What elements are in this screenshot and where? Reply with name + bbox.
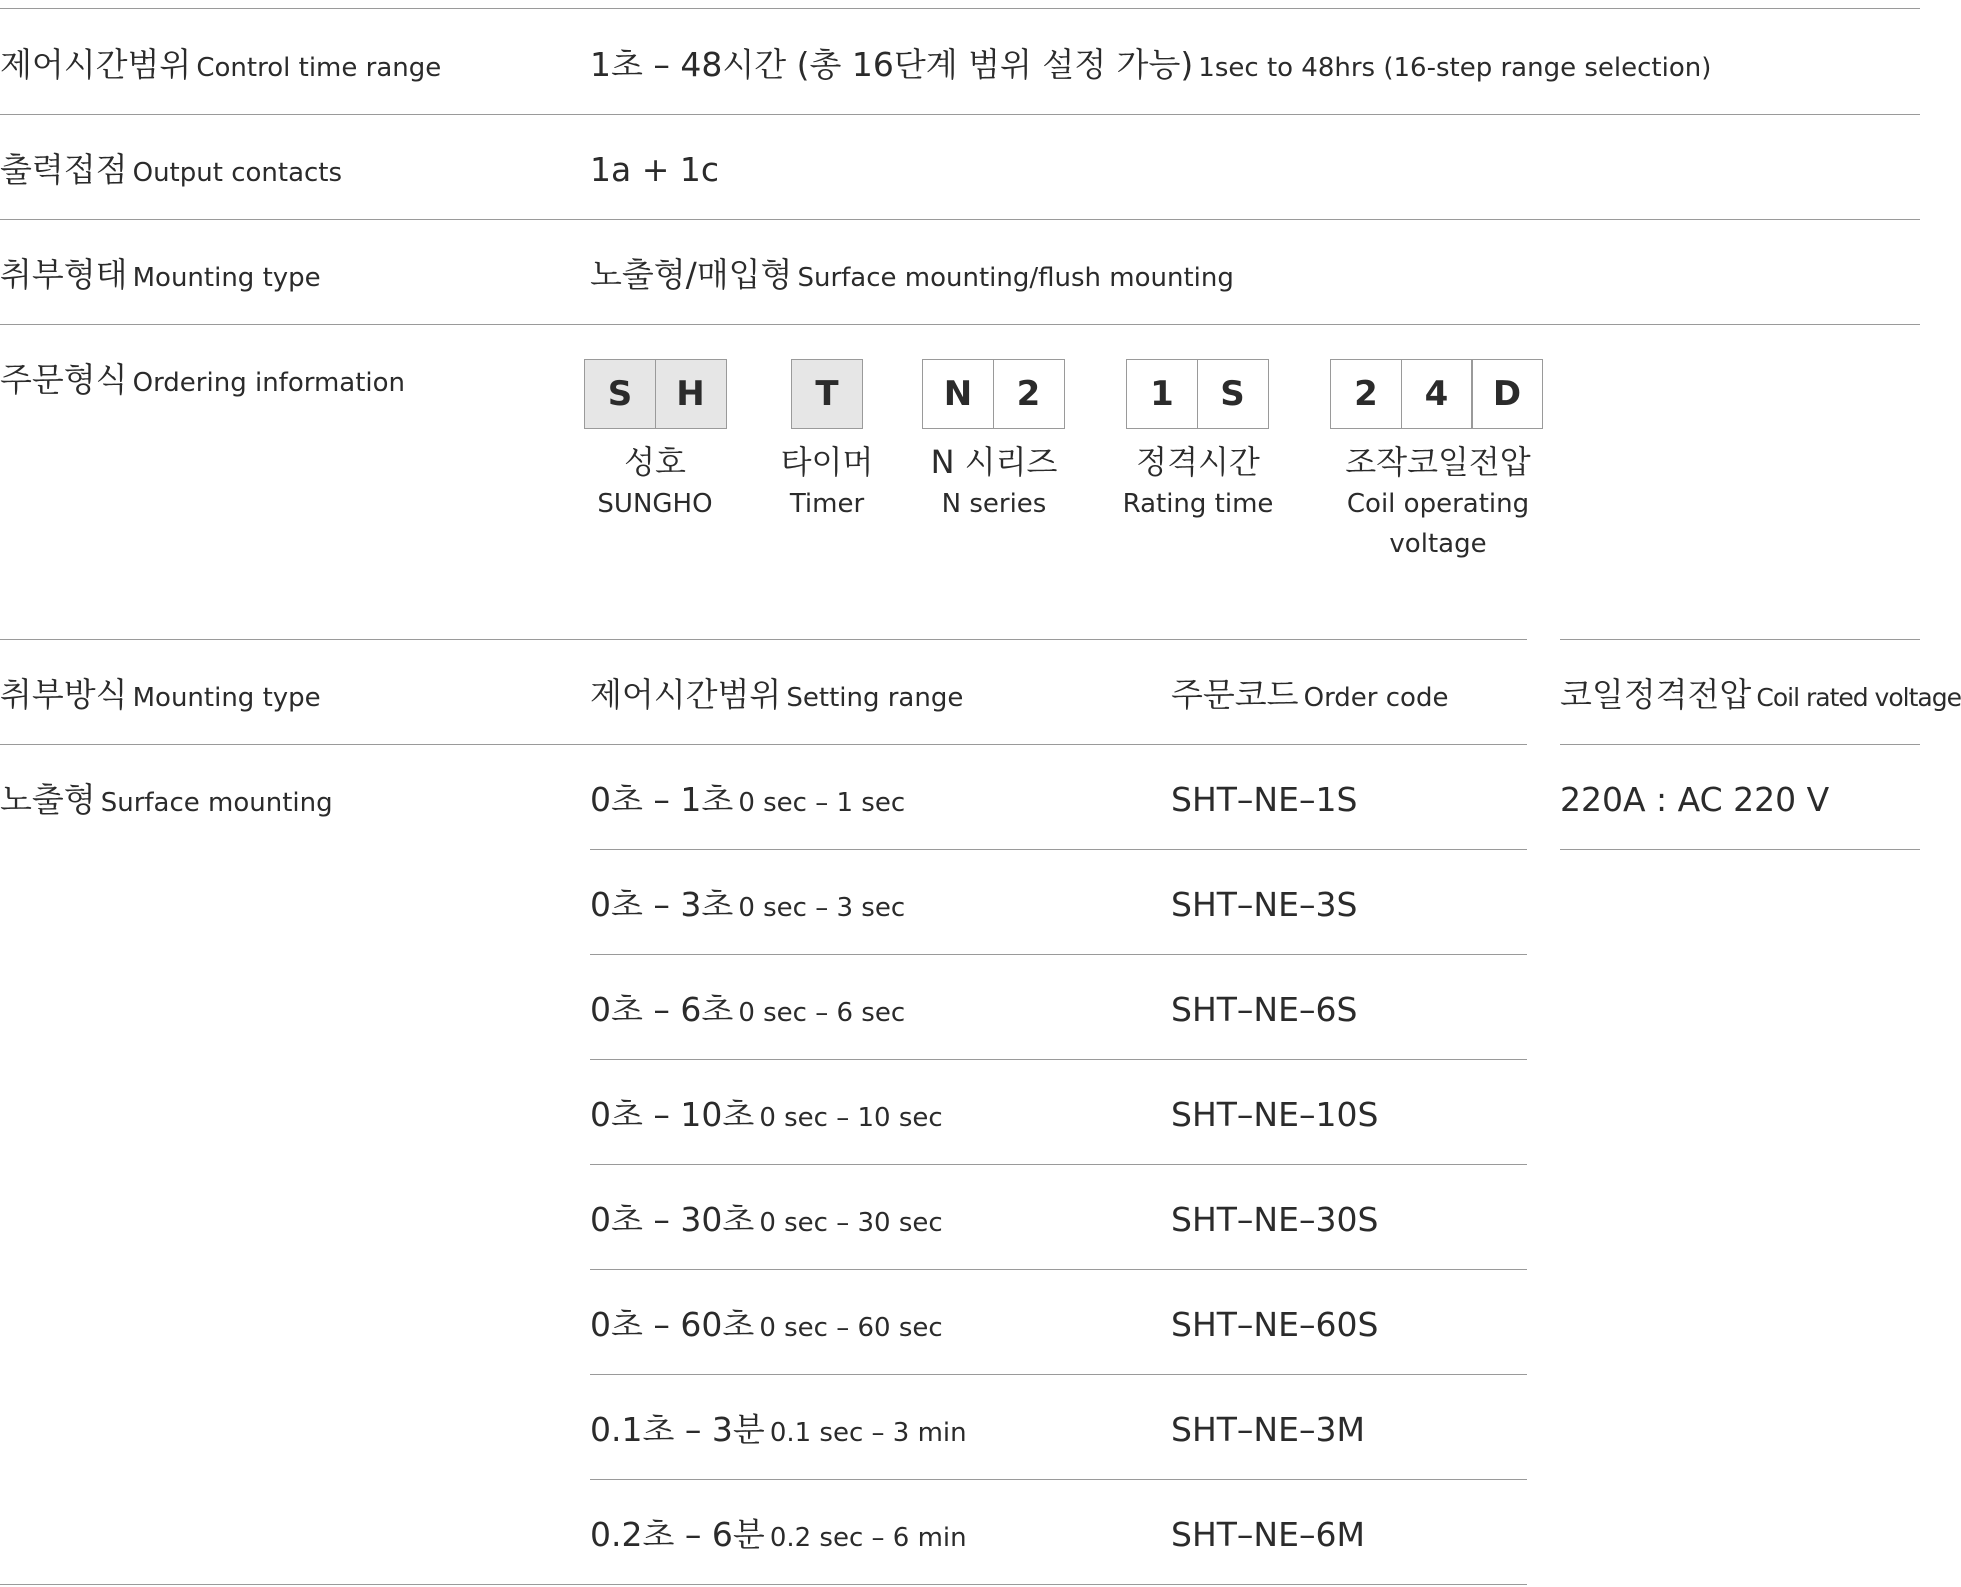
caption-en: Timer: [789, 489, 865, 519]
divider: [590, 1164, 1527, 1165]
order-code-box: 4: [1401, 359, 1473, 429]
value-ko: 1a + 1c: [590, 150, 719, 189]
table-row-range: 0초 – 60초 0 sec – 60 sec: [590, 1305, 943, 1344]
caption-en: N series: [941, 489, 1047, 519]
table-row-code: SHT–NE–6S: [1171, 990, 1358, 1029]
table-row-code: SHT–NE–60S: [1171, 1305, 1379, 1344]
table-row-range: 0초 – 3초 0 sec – 3 sec: [590, 885, 906, 924]
table-row-range: 0.1초 – 3분 0.1 sec – 3 min: [590, 1410, 967, 1449]
spec-label-mounting-type: [0, 255, 321, 294]
divider: [0, 744, 1527, 745]
divider: [1560, 639, 1920, 640]
divider: [1560, 744, 1920, 745]
caption-en: SUNGHO: [597, 489, 713, 519]
table-row-code: SHT–NE–3S: [1171, 885, 1358, 924]
table-row-code: SHT–NE–30S: [1171, 1200, 1379, 1239]
order-code-group-rating-time: [1126, 359, 1269, 429]
header-ko: 제어시간범위: [590, 675, 782, 714]
header-coil-rated-voltage: [1560, 675, 1961, 714]
label-ko: 출력접점: [0, 150, 128, 189]
table-row-range: 0초 – 1초 0 sec – 1 sec: [590, 780, 906, 819]
value-ko: 노출형/매입형: [590, 255, 793, 294]
spec-value-output-contacts: [590, 150, 719, 189]
divider: [590, 1269, 1527, 1270]
mounting-ko: 노출형: [0, 780, 96, 819]
header-ko: 코일정격전압: [1560, 675, 1752, 714]
label-en: Ordering information: [132, 368, 406, 398]
divider: [590, 849, 1527, 850]
label-en: Output contacts: [132, 158, 343, 188]
order-caption-timer: [761, 440, 893, 524]
divider: [0, 8, 1920, 9]
spec-label-output-contacts: [0, 150, 343, 189]
order-code-box: T: [791, 359, 863, 429]
order-code-group-coil-voltage: [1330, 359, 1543, 429]
order-code-box: S: [1197, 359, 1269, 429]
divider: [0, 639, 1527, 640]
caption-ko: 타이머: [780, 443, 874, 481]
order-caption-rating-time: [1108, 440, 1288, 524]
spec-label-control-time: [0, 45, 442, 84]
label-ko: 취부형태: [0, 255, 128, 294]
value-en: 1sec to 48hrs (16-step range selection): [1198, 53, 1712, 83]
order-code-group-sungho: [584, 359, 727, 429]
table-row-range: 0초 – 6초 0 sec – 6 sec: [590, 990, 906, 1029]
caption-ko: 조작코일전압: [1345, 443, 1531, 481]
header-en: Order code: [1303, 683, 1449, 713]
spec-label-ordering-info: [0, 360, 406, 399]
header-ko: 주문코드: [1171, 675, 1299, 714]
divider: [590, 1374, 1527, 1375]
caption-en-line2: voltage: [1389, 529, 1487, 559]
table-row-code: SHT–NE–10S: [1171, 1095, 1379, 1134]
caption-ko: N 시리즈: [930, 443, 1058, 481]
spec-value-control-time: [590, 45, 1712, 84]
order-code-box: 1: [1126, 359, 1198, 429]
caption-en: Coil operating: [1346, 489, 1530, 519]
caption-ko: 정격시간: [1136, 443, 1260, 481]
order-code-box: S: [584, 359, 656, 429]
caption-en: Rating time: [1122, 489, 1274, 519]
order-caption-coil-voltage: [1318, 440, 1558, 564]
order-code-box: D: [1471, 359, 1543, 429]
value-en: Surface mounting/flush mounting: [797, 263, 1234, 293]
divider: [590, 1479, 1527, 1480]
header-en: Setting range: [786, 683, 964, 713]
coil-voltage-value: 220A : AC 220 V: [1560, 780, 1830, 819]
header-en: Mounting type: [132, 683, 321, 713]
table-row-code: SHT–NE–3M: [1171, 1410, 1365, 1449]
header-ko: 취부방식: [0, 675, 128, 714]
table-row-range: 0초 – 30초 0 sec – 30 sec: [590, 1200, 943, 1239]
order-code-box: N: [922, 359, 994, 429]
table-row-code: SHT–NE–1S: [1171, 780, 1358, 819]
divider: [0, 1584, 1527, 1585]
label-ko: 제어시간범위: [0, 45, 192, 84]
mounting-en: Surface mounting: [100, 788, 333, 818]
caption-ko: 성호: [624, 443, 686, 481]
divider: [0, 114, 1920, 115]
label-en: Control time range: [196, 53, 442, 83]
header-order-code: [1171, 675, 1449, 714]
divider: [590, 954, 1527, 955]
spec-value-mounting-type: [590, 255, 1234, 294]
table-row-range: 0초 – 10초 0 sec – 10 sec: [590, 1095, 943, 1134]
divider: [1560, 849, 1920, 850]
mounting-cell: [0, 780, 333, 819]
order-caption-series: [914, 440, 1074, 524]
divider: [0, 324, 1920, 325]
order-code-box: 2: [993, 359, 1065, 429]
header-mounting-type: [0, 675, 321, 714]
divider: [0, 219, 1920, 220]
label-en: Mounting type: [132, 263, 321, 293]
label-ko: 주문형식: [0, 360, 128, 399]
value-ko: 1초 – 48시간 (총 16단계 범위 설정 가능): [590, 45, 1194, 84]
header-setting-range: [590, 675, 964, 714]
order-code-group-timer: [791, 359, 863, 429]
order-code-group-series: [922, 359, 1065, 429]
header-en: Coil rated voltage: [1756, 683, 1961, 712]
divider: [590, 1059, 1527, 1060]
coil-voltage-cell: [1560, 780, 1830, 819]
order-code-box: H: [655, 359, 727, 429]
order-code-box: 2: [1330, 359, 1402, 429]
table-row-range: 0.2초 – 6분 0.2 sec – 6 min: [590, 1515, 967, 1554]
order-caption-sungho: [584, 440, 726, 524]
table-row-code: SHT–NE–6M: [1171, 1515, 1365, 1554]
